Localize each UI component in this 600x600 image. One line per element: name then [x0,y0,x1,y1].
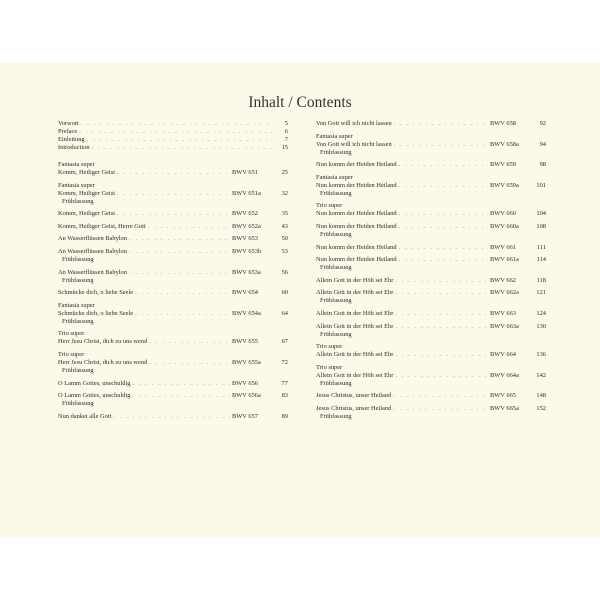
page-number: 56 [281,268,288,276]
page-number: 130 [536,322,546,330]
entry-note: Frühfassung [62,366,94,374]
toc-entry [58,144,288,152]
dot-leader [395,310,488,318]
page-number: 111 [536,243,546,251]
contents-column-left [58,120,288,425]
entry-line [316,351,546,359]
entry-title: Nun komm der Heiden Heiland [316,256,397,264]
page-number: 15 [281,144,288,151]
entry-prefix: Fantasia super [316,132,353,140]
page-number: 25 [281,169,288,176]
toc-entry [316,244,546,252]
entry-title: An Wasserflüssen Babylon [58,235,127,243]
toc-entry [58,248,288,264]
bwv-number: BWV 656 [232,379,258,387]
entry-title: Allein Gott in der Höh sei Ehr [316,276,394,284]
toc-entry [58,136,288,144]
dot-leader [132,380,230,388]
page-number: 98 [539,161,546,169]
page-number: 60 [281,289,288,297]
toc-entry [58,223,288,231]
dot-leader [399,182,488,190]
toc-entry [316,392,546,400]
entry-line [316,405,546,413]
page-number: 6 [284,128,288,135]
dot-leader [148,223,230,231]
entry-note: Frühfassung [62,276,94,284]
page-number: 114 [536,256,546,264]
dot-leader [149,338,230,346]
entry-title: An Wasserflüssen Babylon [58,247,127,255]
entry-line [316,182,546,190]
dot-leader [132,392,230,400]
entry-title: Komm, Heiliger Geist, Herre Gott [58,222,146,230]
page-title: Inhalt / Contents [248,94,352,111]
dot-leader [135,310,230,318]
entry-title: Schmücke dich, o liebe Seele [58,289,134,297]
entry-prefix: Trio super [58,350,85,358]
page-number: 124 [536,309,546,317]
toc-entry [316,289,546,305]
page-number: 108 [536,222,546,230]
entry-title: Einleitung [58,136,85,143]
entry-line [58,248,288,256]
toc-entry [316,202,546,218]
entry-prefix: Trio super [316,343,343,351]
bwv-number: BWV 651a [232,189,261,197]
page-number: 142 [536,371,546,379]
dot-leader [129,269,230,277]
entry-prefix: Fantasia super [58,301,95,309]
toc-entry [316,343,546,359]
entry-title: Nun danket alle Gott [58,412,112,420]
page-number: 64 [281,309,288,317]
entry-title: Allein Gott in der Höh sei Ehr [316,351,394,359]
toc-entry [58,380,288,388]
entry-prefix: Fantasia super [58,161,95,168]
bwv-number: BWV 652a [232,222,261,230]
dot-leader [399,210,488,218]
bwv-number: BWV 654a [232,309,261,317]
toc-entry [316,161,546,169]
entry-line [316,256,546,264]
entry-title: An Wasserflüssen Babylon [58,268,127,276]
bwv-number: BWV 652 [232,210,258,218]
dot-leader [394,141,488,149]
entry-title: Jesus Christus, unser Heiland [316,404,392,412]
entry-line [316,120,546,128]
dot-leader [135,289,230,297]
bwv-number: BWV 662 [490,276,516,284]
entry-title: Allein Gott in der Höh sei Ehr [316,309,394,317]
entry-line [58,120,288,128]
page-number: 50 [281,235,288,243]
entry-title: Nun komm der Heiden Heiland [316,243,397,251]
toc-entry [58,210,288,218]
dot-leader [395,323,488,331]
bwv-number: BWV 658a [490,140,519,148]
bwv-number: BWV 661 [490,243,516,251]
entry-line [58,380,288,388]
entry-title: Komm, Heiliger Geist [58,210,115,218]
entry-line [316,210,546,218]
bwv-number: BWV 660a [490,222,519,230]
entry-line [58,338,288,346]
page-number: 7 [284,136,288,143]
dot-leader [399,256,488,264]
bwv-number: BWV 664a [490,371,519,379]
bwv-number: BWV 655 [232,338,258,346]
entry-title: Nun komm der Heiden Heiland [316,161,397,169]
entry-title: O Lamm Gottes, unschuldig [58,392,131,400]
toc-entry [58,269,288,285]
bwv-number: BWV 658 [490,120,516,127]
bwv-number: BWV 657 [232,412,258,420]
dot-leader [395,351,488,359]
entry-line [316,289,546,297]
dot-leader [79,128,272,136]
bwv-number: BWV 664 [490,351,516,359]
dot-leader [393,392,488,400]
entry-line [316,141,546,149]
entry-title: Nun komm der Heiden Heiland [316,222,397,230]
page-number: 118 [536,276,546,284]
page-number: 67 [281,338,288,346]
page-number: 92 [539,120,546,127]
entry-note: Frühfassung [320,412,352,420]
entry-title: Introduction [58,144,90,151]
dot-leader [117,210,230,218]
entry-line [58,136,288,144]
dot-leader [117,190,230,198]
dot-leader [129,235,230,243]
entry-title: Allein Gott in der Höh sei Ehr [316,371,394,379]
section-gap [58,152,288,161]
dot-leader [92,144,272,152]
entry-note: Frühfassung [320,297,352,305]
entry-line [316,323,546,331]
entry-title: Allein Gott in der Höh sei Ehr [316,289,394,297]
entry-note: Frühfassung [320,379,352,387]
dot-leader [129,248,230,256]
entry-line [316,161,546,169]
entry-line [58,144,288,152]
page-number: 121 [536,289,546,297]
bwv-number: BWV 663 [490,309,516,317]
entry-line [58,413,288,421]
entry-note: Frühfassung [320,148,352,156]
toc-entry [58,128,288,136]
bwv-number: BWV 661a [490,256,519,264]
entry-prefix: Trio super [316,202,343,210]
page-number: 104 [536,210,546,218]
bwv-number: BWV 653 [232,235,258,243]
entry-title: O Lamm Gottes, unschuldig [58,379,131,387]
entry-title: Allein Gott in der Höh sei Ehr [316,322,394,330]
entry-line [316,244,546,252]
page-number: 77 [281,379,288,387]
entry-title: Nun komm der Heiden Heiland [316,210,397,218]
toc-entry [58,182,288,206]
entry-line [316,223,546,231]
entry-title: Von Gott will ich nicht lassen [316,140,392,148]
page-number: 94 [539,140,546,148]
entry-title: Komm, Heiliger Geist [58,189,115,197]
toc-entry [316,120,546,128]
bwv-number: BWV 665 [490,392,516,400]
toc-entry [58,161,288,177]
entry-prefix: Fantasia super [58,181,95,189]
toc-entry [316,310,546,318]
bwv-number: BWV 651 [232,169,258,176]
toc-entry [316,133,546,157]
entry-title: Nun komm der Heiden Heiland [316,181,397,189]
dot-leader [395,372,488,380]
page-number: 5 [284,120,288,127]
bwv-number: BWV 665a [490,404,519,412]
entry-line [58,210,288,218]
page-number: 72 [281,358,288,366]
entry-prefix: Trio super [58,330,85,338]
contents-page [0,62,600,538]
bwv-number: BWV 656a [232,392,261,400]
page-number: 43 [281,222,288,230]
entry-line [58,223,288,231]
page-number: 152 [536,404,546,412]
toc-entry [316,174,546,198]
entry-note: Frühfassung [320,230,352,238]
entry-note: Frühfassung [320,189,352,197]
page-number: 89 [281,412,288,420]
bwv-number: BWV 663a [490,322,519,330]
entry-prefix: Trio super [316,363,343,371]
toc-entry [58,392,288,408]
bwv-number: BWV 653a [232,268,261,276]
toc-entry [316,364,546,388]
entry-prefix: Fantasia super [316,173,353,181]
toc-entry [316,405,546,421]
dot-leader [117,169,230,177]
dot-leader [81,120,272,128]
entry-line [58,128,288,136]
entry-line [58,392,288,400]
entry-note: Frühfassung [62,255,94,263]
page-number: 136 [536,351,546,359]
entry-note: Frühfassung [62,400,94,408]
page-number: 83 [281,392,288,400]
toc-entry [316,277,546,285]
bwv-number: BWV 655a [232,358,261,366]
dot-leader [393,405,488,413]
entry-line [316,372,546,380]
bwv-number: BWV 662a [490,289,519,297]
entry-note: Frühfassung [320,330,352,338]
entry-title: Von Gott will ich nicht lassen [316,120,392,127]
page-number: 35 [281,210,288,218]
toc-entry [58,413,288,421]
page-number: 148 [536,392,546,400]
page-number: 32 [281,189,288,197]
toc-entry [58,351,288,375]
entry-note: Frühfassung [320,264,352,272]
bwv-number: BWV 654 [232,289,258,297]
entry-line [58,235,288,243]
entry-line [58,310,288,318]
toc-entry [316,256,546,272]
page-number: 53 [281,247,288,255]
entry-title: Herr Jesu Christ, dich zu uns wend [58,358,148,366]
entry-title: Preface [58,128,78,135]
entry-line [316,310,546,318]
entry-line [58,169,288,177]
toc-entry [58,302,288,326]
page-number: 101 [536,181,546,189]
bwv-number: BWV 659 [490,161,516,169]
dot-leader [395,277,488,285]
dot-leader [394,120,488,128]
entry-line [58,289,288,297]
dot-leader [399,244,488,252]
dot-leader [113,413,230,421]
entry-title: Herr Jesu Christ, dich zu uns wend [58,338,148,346]
entry-line [316,277,546,285]
toc-entry [58,120,288,128]
dot-leader [399,161,488,169]
dot-leader [399,223,488,231]
entry-title: Komm, Heiliger Geist [58,169,115,176]
entry-line [58,269,288,277]
dot-leader [149,359,230,367]
toc-entry [58,330,288,346]
entry-title: Jesus Christus, unser Heiland [316,392,392,400]
toc-entry [58,289,288,297]
entry-line [58,190,288,198]
toc-entry [316,323,546,339]
entry-title: Vorwort [58,120,79,127]
bwv-number: BWV 659a [490,181,519,189]
bwv-number: BWV 653b [232,247,262,255]
bwv-number: BWV 660 [490,210,516,218]
entry-note: Frühfassung [62,317,94,325]
entry-line [316,392,546,400]
toc-entry [316,223,546,239]
entry-title: Schmücke dich, o liebe Seele [58,309,134,317]
entry-note: Frühfassung [62,197,94,205]
entry-line [58,359,288,367]
contents-column-right [316,120,546,426]
dot-leader [395,289,488,297]
dot-leader [87,136,272,144]
toc-entry [58,235,288,243]
